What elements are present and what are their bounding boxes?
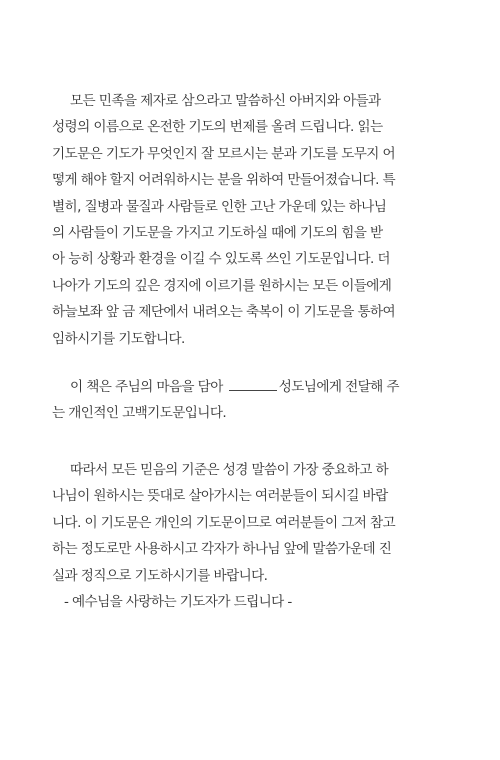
text-line: 성령의 이름으로 온전한 기도의 번제를 올려 드립니다. 읽는 xyxy=(52,119,383,136)
text-line: 기도문은 기도가 무엇인지 잘 모르시는 분과 기도를 도무지 어 xyxy=(52,145,396,162)
signature-line: - 예수님을 사랑하는 기도자가 드립니다 - xyxy=(64,593,292,610)
text-line: 떻게 해야 할지 어려워하시는 분을 위하여 만들어졌습니다. 특 xyxy=(52,172,396,189)
text-line: 의 사람들이 기도문을 가지고 기도하실 때에 기도의 힘을 받 xyxy=(52,225,383,242)
text-line xyxy=(52,374,448,400)
dedication-text-before: 이 책은 주님의 마음을 담아 xyxy=(70,379,223,396)
text-line: 실과 정직으로 기도하시기를 바랍니다. xyxy=(52,567,268,584)
intro-paragraph xyxy=(52,88,448,352)
document-page xyxy=(52,88,448,615)
text-line: 하늘보좌 앞 금 제단에서 내려오는 축복이 이 기도문을 통하여 xyxy=(52,304,396,321)
text-line: 나님이 원하시는 뜻대로 살아가시는 여러분들이 되시길 바랍 xyxy=(52,488,388,505)
text-line: 니다. 이 기도문은 개인의 기도문이므로 여러분들이 그저 참고 xyxy=(52,514,396,531)
closing-paragraph xyxy=(52,457,448,615)
text-line: 모든 민족을 제자로 삼으라고 말씀하신 아버지와 아들과 xyxy=(70,93,381,109)
dedication-paragraph xyxy=(52,374,448,427)
name-blank xyxy=(229,378,277,391)
text-line: 아 능히 상황과 환경을 이길 수 있도록 쓰인 기도문입니다. 더 xyxy=(52,251,390,268)
text-line: 는 개인적인 고백기도문입니다. xyxy=(52,405,227,422)
text-line: 하는 정도로만 사용하시고 각자가 하나님 앞에 말씀가운데 진 xyxy=(52,541,392,558)
text-line: 별히, 질병과 물질과 사람들로 인한 고난 가운데 있는 하나님 xyxy=(52,198,387,215)
text-line: 따라서 모든 믿음의 기준은 성경 말씀이 가장 중요하고 하 xyxy=(70,461,388,478)
dedication-text-after: 성도님에게 전달해 주 xyxy=(278,379,399,396)
text-line: 나아가 기도의 깊은 경지에 이르기를 원하시는 모든 이들에게 xyxy=(52,277,392,294)
text-line: 임하시기를 기도합니다. xyxy=(52,330,185,347)
